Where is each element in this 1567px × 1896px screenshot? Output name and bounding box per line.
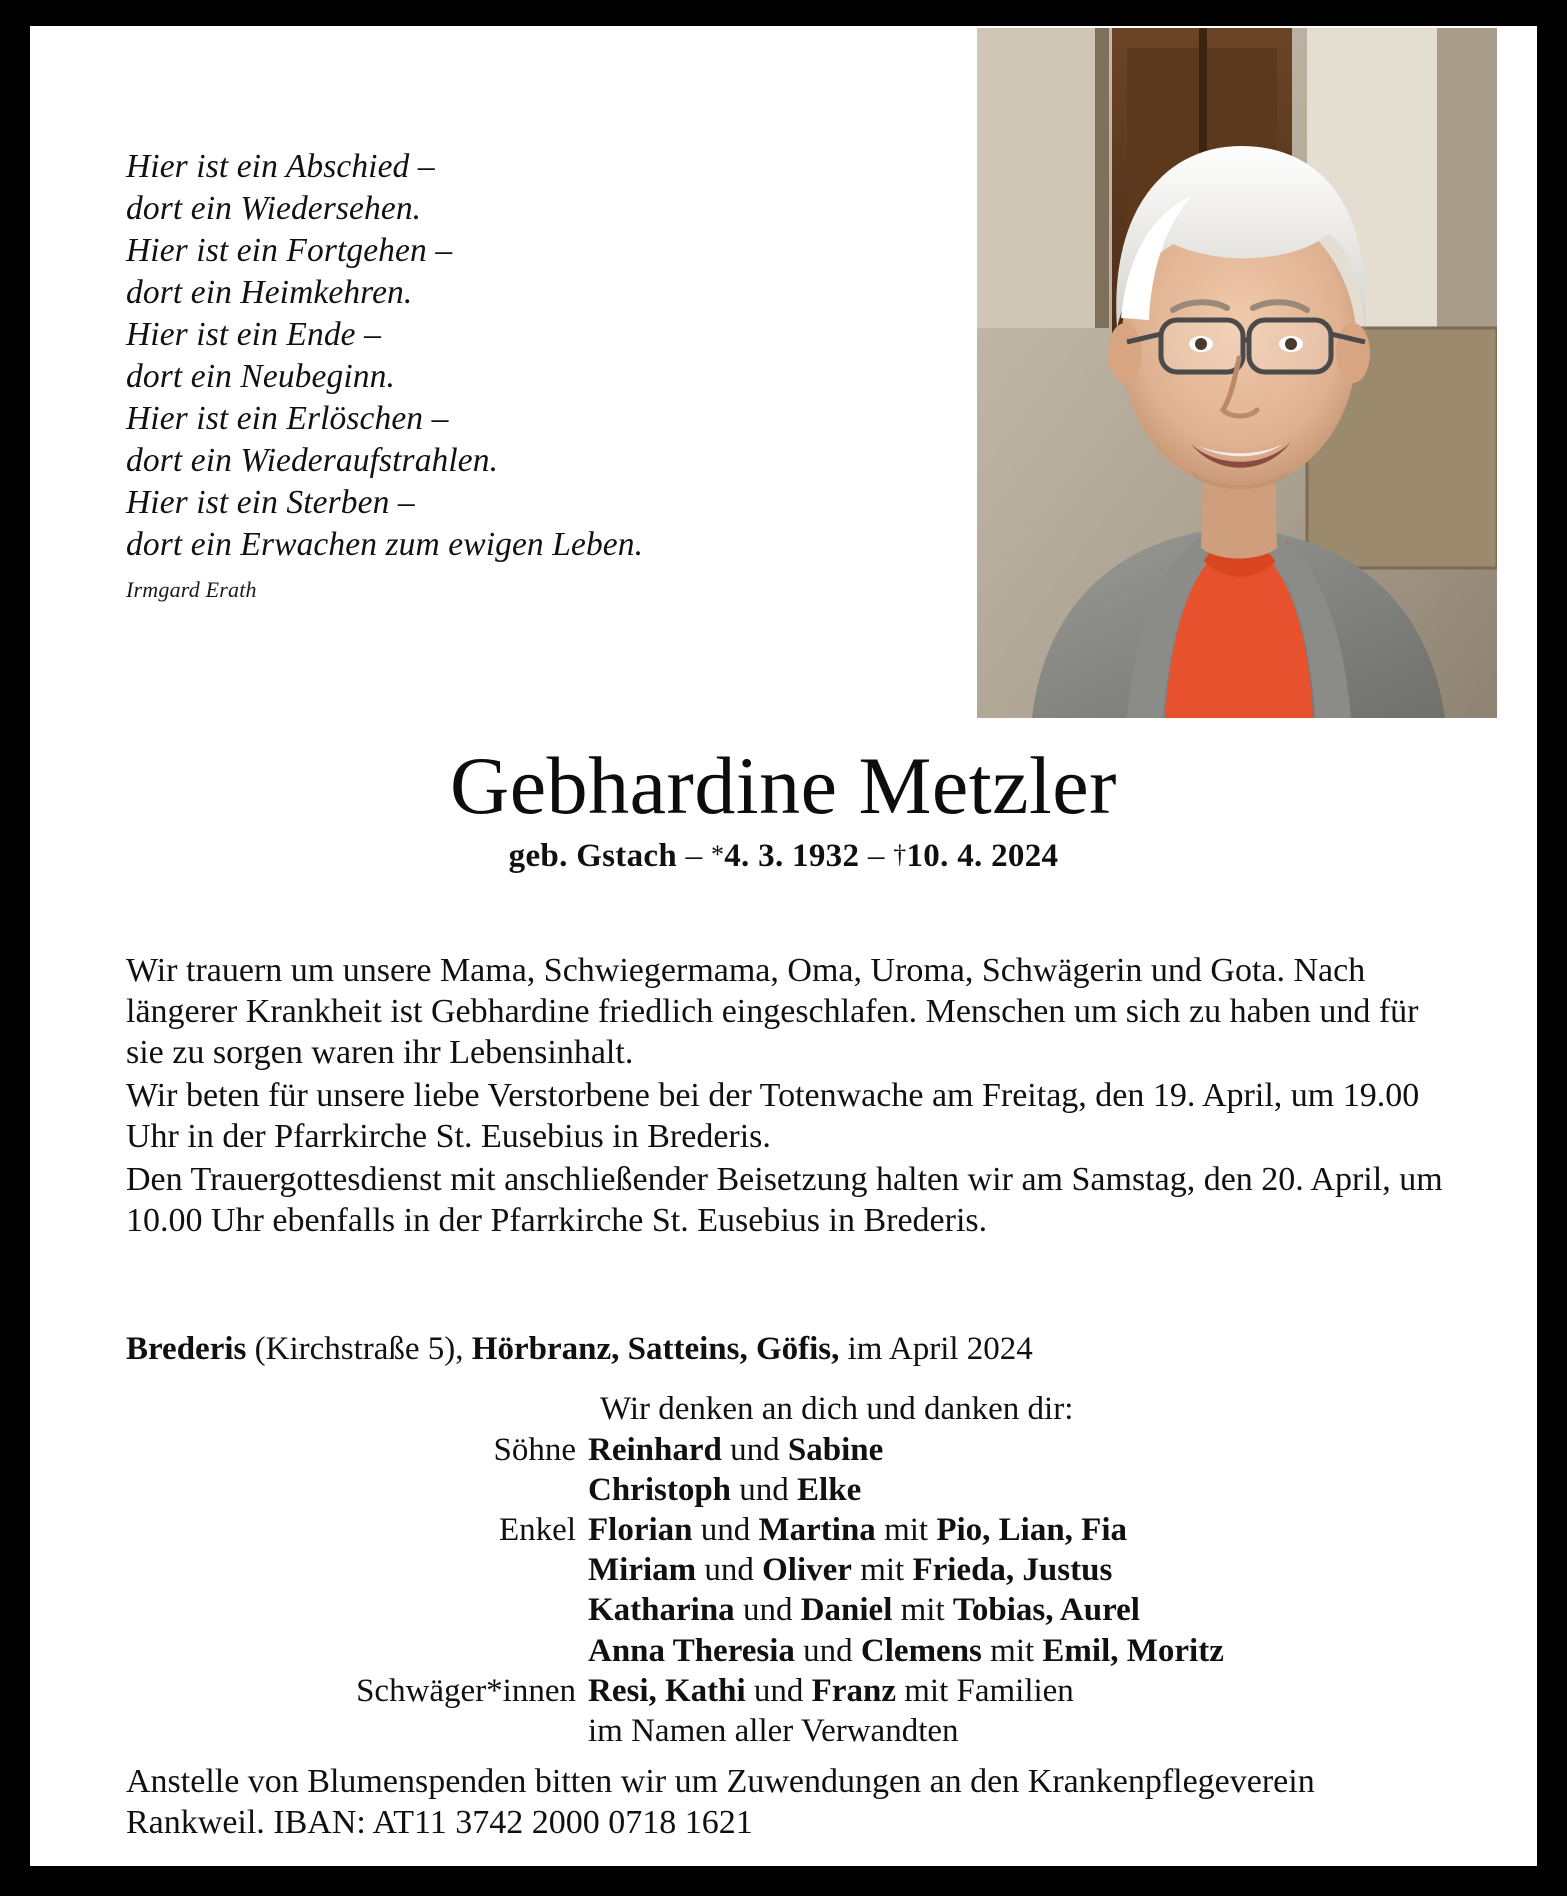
- poem-line: dort ein Wiederaufstrahlen.: [126, 442, 499, 480]
- family-relation-label: Söhne: [493, 1432, 576, 1469]
- family-intro: Wir denken an dich und danken dir:: [600, 1391, 1074, 1427]
- portrait-photo: [977, 28, 1497, 718]
- poem-author: Irmgard Erath: [126, 577, 257, 603]
- dash-separator: –: [685, 837, 703, 874]
- family-name: Elke: [797, 1472, 862, 1509]
- paragraph-mourning: Wir trauern um unsere Mama, Schwiegermama, Oma, Uroma, Schwägerin und Gota. Nach längerer Krankheit ist Gebhardine friedlich eingeschlafen. Menschen um sich zu haben und für sie zu sorgen waren ihr Lebensinhalt.: [126, 952, 1419, 1071]
- family-name: Christoph: [588, 1472, 732, 1509]
- family-row: [126, 1711, 1459, 1751]
- family-name: Reinhard: [588, 1432, 722, 1469]
- family-connector: und: [721, 1432, 788, 1469]
- family-connector: und: [731, 1472, 798, 1509]
- birth-date: 4. 3. 1932: [724, 837, 860, 874]
- donation-footer: Anstelle von Blumenspenden bitten wir um Zuwendungen an den Krankenpflegeverein Rankweil. IBAN: AT11 3742 2000 0718 1621: [126, 1763, 1315, 1842]
- family-connector: im Namen aller Verwandten: [588, 1712, 959, 1749]
- family-connector: und: [696, 1552, 763, 1589]
- family-relation-label: [126, 1470, 588, 1510]
- name-block: [30, 740, 1537, 875]
- family-name: Oliver: [762, 1552, 852, 1589]
- paragraph-funeral: Den Trauergottesdienst mit anschließender Beisetzung halten wir am Samstag, den 20. April, um 10.00 Uhr ebenfalls in der Pfarrkirche St. Eusebius in Brederis.: [126, 1160, 1443, 1239]
- family-name: Katharina: [588, 1592, 735, 1629]
- dash-separator: –: [867, 837, 885, 874]
- family-connector: mit: [892, 1592, 953, 1629]
- family-connector: mit: [851, 1552, 913, 1589]
- obituary-card: [30, 26, 1537, 1866]
- family-name: Anna Theresia: [588, 1632, 795, 1669]
- family-connector: und: [794, 1632, 861, 1669]
- family-name: Florian: [588, 1512, 693, 1549]
- place-primary: Brederis: [126, 1331, 247, 1367]
- family-connector: mit: [875, 1512, 937, 1549]
- family-names: [588, 1631, 1459, 1671]
- poem-line: Hier ist ein Fortgehen –: [126, 232, 453, 270]
- family-name: Daniel: [800, 1592, 893, 1629]
- family-relation-label: [126, 1711, 588, 1751]
- family-name: Emil, Moritz: [1042, 1632, 1224, 1669]
- death-date: 10. 4. 2024: [906, 837, 1059, 874]
- main-text-block: [126, 951, 1459, 1244]
- family-block: [126, 1389, 1459, 1751]
- death-cross-symbol: †: [893, 839, 907, 869]
- family-relation-label: Schwäger*innen: [356, 1672, 576, 1709]
- family-name: Resi, Kathi: [588, 1672, 746, 1709]
- family-connector: mit: [981, 1632, 1043, 1669]
- maiden-prefix: geb.: [508, 837, 568, 874]
- family-name: Franz: [811, 1672, 896, 1709]
- poem-line: dort ein Heimkehren.: [126, 274, 413, 312]
- poem-line: Hier ist ein Sterben –: [126, 484, 415, 522]
- family-name: Pio, Lian, Fia: [936, 1512, 1128, 1549]
- family-relation-label: Enkel: [499, 1512, 576, 1549]
- family-row: [126, 1550, 1459, 1590]
- family-name: Miriam: [588, 1552, 697, 1589]
- place-address: (Kirchstraße 5),: [254, 1331, 464, 1367]
- place-date: im April 2024: [847, 1331, 1033, 1367]
- family-names: [588, 1590, 1459, 1630]
- family-row: [126, 1470, 1459, 1510]
- poem-line: dort ein Erwachen zum ewigen Leben.: [126, 526, 644, 564]
- family-relation-label: [126, 1590, 588, 1630]
- birth-star-symbol: *: [710, 839, 725, 869]
- place-others: Hörbranz, Satteins, Göfis,: [471, 1331, 840, 1367]
- poem-line: Hier ist ein Abschied –: [126, 148, 435, 185]
- family-rows: [126, 1430, 1459, 1751]
- family-names: [588, 1550, 1459, 1590]
- birth-death-line: [30, 838, 1537, 875]
- family-names: [588, 1430, 1459, 1470]
- family-row: [126, 1671, 1459, 1711]
- places-line: [126, 1331, 1459, 1368]
- family-connector: und: [692, 1512, 759, 1549]
- family-row: [126, 1510, 1459, 1550]
- family-names: [588, 1510, 1459, 1550]
- family-connector: und: [745, 1672, 812, 1709]
- poem-line: Hier ist ein Ende –: [126, 316, 381, 354]
- deceased-name: Gebhardine Metzler: [450, 740, 1117, 831]
- family-name: Martina: [758, 1512, 876, 1549]
- family-name: Clemens: [860, 1632, 982, 1669]
- family-relation-label: [126, 1631, 588, 1671]
- family-names: [588, 1470, 1459, 1510]
- paragraph-vigil: Wir beten für unsere liebe Verstorbene bei der Totenwache am Freitag, den 19. April, um 19.00 Uhr in der Pfarrkirche St. Eusebius in Brederis.: [126, 1076, 1420, 1155]
- family-name: Tobias, Aurel: [952, 1592, 1140, 1629]
- family-names: [588, 1711, 1459, 1751]
- family-row: [126, 1430, 1459, 1470]
- maiden-name: Gstach: [576, 837, 677, 874]
- family-row: [126, 1631, 1459, 1671]
- poem-block: [126, 146, 766, 604]
- family-connector: und: [734, 1592, 801, 1629]
- family-name: Sabine: [787, 1432, 884, 1469]
- poem-line: Hier ist ein Erlöschen –: [126, 400, 449, 438]
- poem-line: dort ein Wiedersehen.: [126, 190, 422, 228]
- family-row: [126, 1590, 1459, 1630]
- family-name: Frieda, Justus: [912, 1552, 1113, 1589]
- family-relation-label: [126, 1550, 588, 1590]
- poem-line: dort ein Neubeginn.: [126, 358, 395, 396]
- family-connector: mit Familien: [895, 1672, 1074, 1709]
- family-names: [588, 1671, 1459, 1711]
